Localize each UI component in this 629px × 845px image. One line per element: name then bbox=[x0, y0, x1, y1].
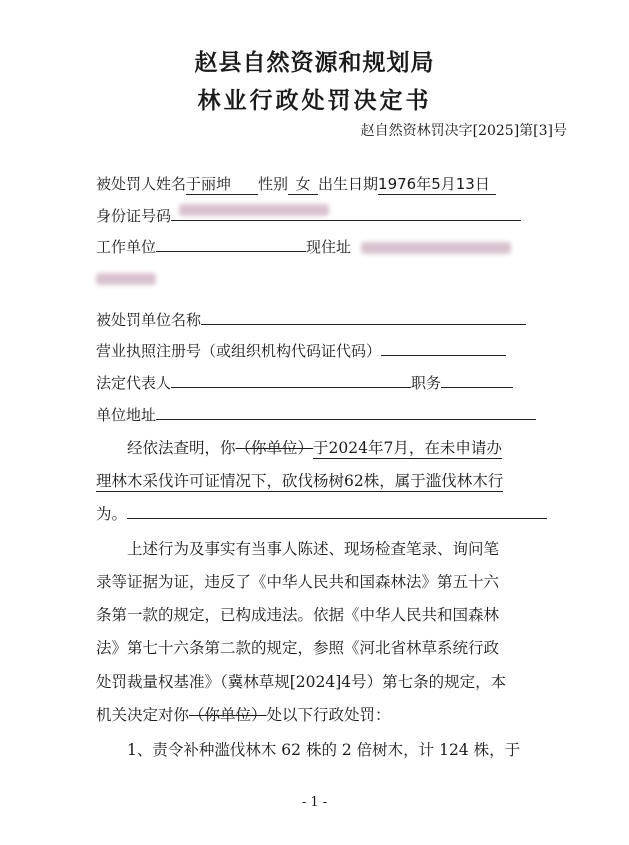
legal-rep-field bbox=[171, 373, 411, 388]
document-title: 林业行政处罚决定书 bbox=[197, 88, 432, 114]
p1-strike: （你单位） bbox=[235, 439, 314, 457]
id-row bbox=[96, 205, 521, 226]
p1-trailing-line bbox=[127, 504, 547, 519]
redacted-address bbox=[361, 242, 511, 254]
entity-name-label: 被处罚单位名称 bbox=[96, 311, 202, 329]
p1-line2 bbox=[96, 469, 503, 492]
license-field bbox=[381, 341, 506, 356]
position-label: 职务 bbox=[411, 374, 442, 392]
entity-address-label: 单位地址 bbox=[96, 406, 157, 424]
p2-text-line6a: 机关决定对你 bbox=[96, 706, 190, 724]
agency-name: 赵县自然资源和规划局 bbox=[194, 50, 435, 76]
p2-text-line2: 录等证据为证，违反了《中华人民共和国森林法》第五十六 bbox=[96, 573, 500, 591]
birth-value: 1976年5月13日 bbox=[378, 173, 496, 195]
redacted-address-2 bbox=[96, 273, 156, 285]
workplace-label: 工作单位 bbox=[96, 238, 157, 256]
p2-text-line5: 处罚裁量权基准》（冀林草规[2024]4号）第七条的规定，本 bbox=[96, 673, 507, 691]
p2-line1 bbox=[127, 537, 499, 559]
workplace-field bbox=[156, 237, 306, 252]
redacted-id bbox=[179, 204, 329, 216]
p1-line1 bbox=[127, 436, 502, 459]
p2-text-line3: 条第一款的规定，已构成违法。依据《中华人民共和国森林 bbox=[96, 606, 500, 624]
document-number: 赵自然资林罚决字[2025]第[3]号 bbox=[360, 123, 567, 139]
page-number: - 1 - bbox=[301, 795, 328, 810]
p2-line3 bbox=[96, 603, 499, 625]
p2-line6 bbox=[96, 703, 391, 725]
p1-text-line2: 理林木采伐许可证情况下，砍伐杨树62株，属于滥伐林木行 bbox=[96, 469, 503, 492]
person-name-label: 被处罚人姓名 bbox=[96, 175, 187, 193]
legal-rep-label: 法定代表人 bbox=[96, 374, 172, 392]
entity-address-row bbox=[96, 404, 536, 425]
address-label: 现住址 bbox=[306, 238, 352, 256]
p2-line5 bbox=[96, 670, 506, 692]
address-continuation bbox=[96, 268, 156, 287]
gender-value: 女 bbox=[288, 173, 318, 195]
p3-text-line1: 1、责令补种滥伐林木 62 株的 2 倍树木，计 124 株，于 bbox=[127, 741, 521, 759]
position-field bbox=[441, 373, 513, 388]
p1-text-a: 经依法查明，你 bbox=[127, 439, 236, 457]
p2-text-line4: 法》第七十六条第二款的规定，参照《河北省林草系统行政 bbox=[96, 639, 500, 657]
p2-strike: （你单位） bbox=[189, 706, 267, 724]
person-name-row bbox=[96, 173, 496, 195]
p2-text-line1: 上述行为及事实有当事人陈述、现场检查笔录、询问笔 bbox=[127, 540, 500, 558]
license-row bbox=[96, 340, 506, 361]
entity-name-field bbox=[201, 310, 526, 325]
p2-line4 bbox=[96, 636, 499, 658]
birth-label: 出生日期 bbox=[318, 175, 379, 193]
id-label: 身份证号码 bbox=[96, 207, 172, 225]
entity-name-row bbox=[96, 309, 526, 330]
p2-line2 bbox=[96, 570, 499, 592]
legal-rep-row bbox=[96, 372, 513, 393]
p2-text-line6b: 处以下行政处罚： bbox=[266, 706, 391, 724]
license-label: 营业执照注册号（或组织机构代码证代码） bbox=[96, 342, 382, 360]
p1-text-line3: 为。 bbox=[96, 505, 128, 523]
id-field bbox=[171, 206, 521, 221]
p3-line1 bbox=[127, 738, 520, 760]
p1-text-b: 于2024年7月，在未申请办 bbox=[313, 436, 502, 459]
entity-address-field bbox=[156, 405, 536, 420]
workplace-row bbox=[96, 236, 511, 257]
p1-line3 bbox=[96, 502, 547, 524]
person-name-value: 于丽坤 bbox=[186, 173, 258, 195]
gender-label: 性别 bbox=[258, 175, 289, 193]
